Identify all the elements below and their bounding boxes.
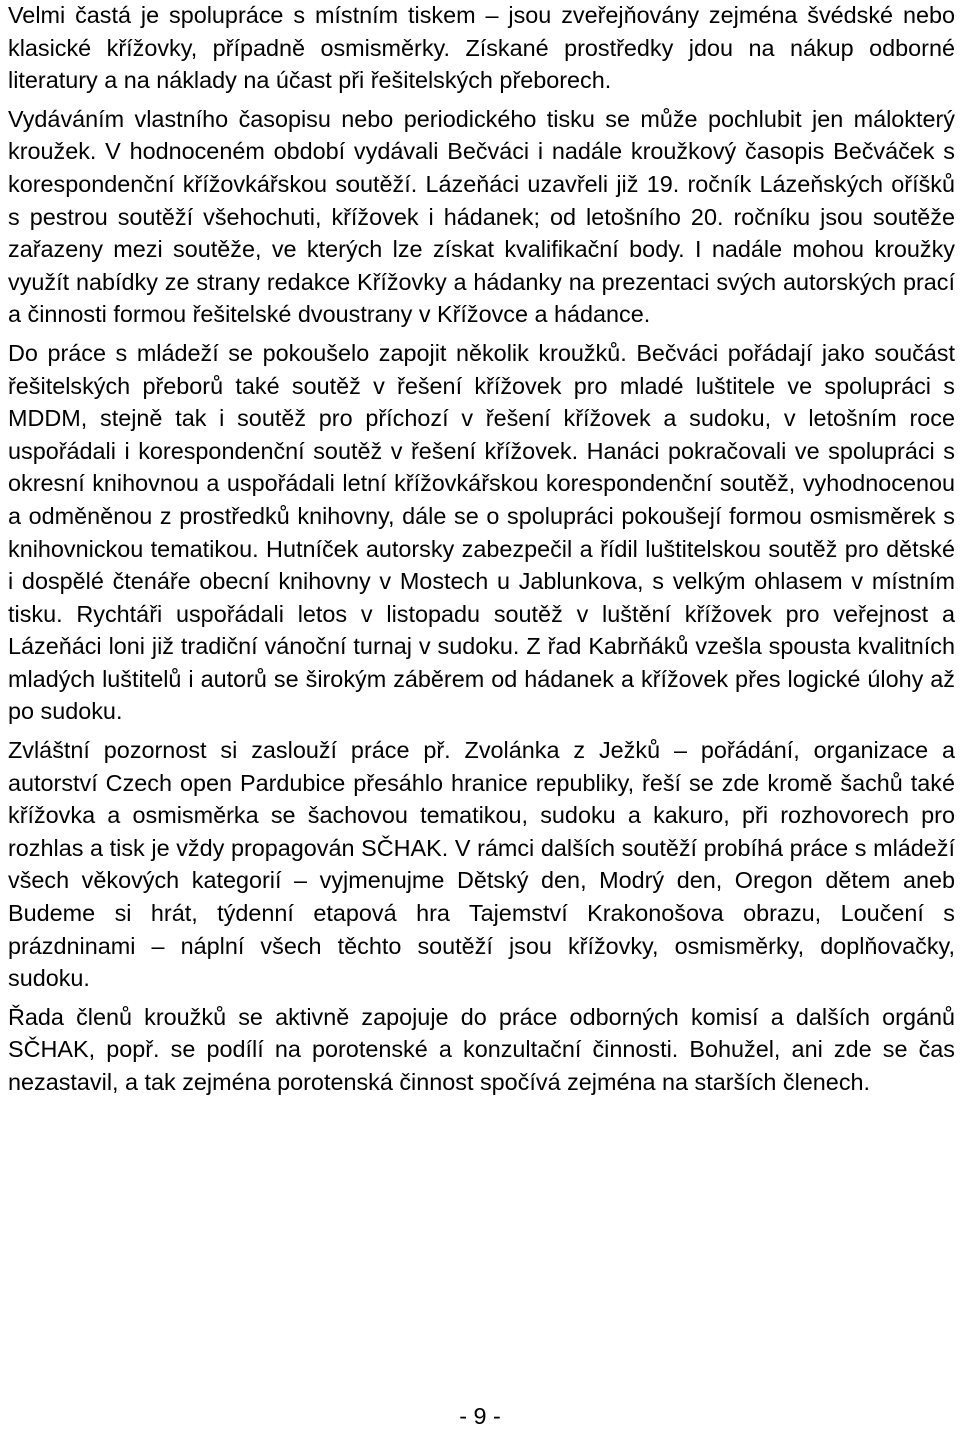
paragraph-local-press: Velmi častá je spolupráce s místním tiskem – jsou zveřejňovány zejména švédské nebo klasické křížovky, případně osmisměrky. Získané prostředky jdou na nákup odborné literatury a na náklady na účast při řešitelských přeborech. [8, 2, 955, 94]
paragraph-club-magazines: Vydáváním vlastního časopisu nebo periodického tisku se může pochlubit jen málokterý kroužek. V hodnoceném období vydávali Bečváci i nadále kroužkový časopis Bečváček s korespondenční křížovkářskou soutěží. Lázeňáci uzavřeli již 19. ročník Lázeňských oříšků s pestrou soutěží všehochuti, křížovek i hádanek; od letošního 20. ročníku jsou soutěže zařazeny mezi soutěže, ve kterých lze získat kvalifikační body. I nadále mohou kroužky využít nabídky ze strany redakce Křížovky a hádanky na prezentaci svých autorských prací a činnosti formou řešitelské dvoustrany v Křížovce a hádance. [8, 105, 955, 328]
paragraph-commissions: Řada členů kroužků se aktivně zapojuje do práce odborných komisí a dalších orgánů SČHAK, popř. se podílí na porotenské a konzultační činnosti. Bohužel, ani zde se čas nezastavil, a tak zejména porotenská činnost spočívá zejména na starších členech. [8, 1003, 955, 1095]
paragraph-special-attention: Zvláštní pozornost si zaslouží práce př. Zvolánka z Ježků – pořádání, organizace a autorství Czech open Pardubice přesáhlo hranice republiky, řeší se zde kromě šachů také křížovka a osmisměrka se šachovou tematikou, sudoku a kakuro, při rozhovorech pro rozhlas a tisk je vždy propagován SČHAK. V rámci dalších soutěží probíhá práce s mládeží všech věkových kategorií – vyjmenujme Dětský den, Modrý den, Oregon dětem aneb Budeme si hrát, týdenní etapová hra Tajemství Krakonošova obrazu, Loučení s prázdninami – náplní všech těchto soutěží jsou křížovky, osmisměrky, doplňovačky, sudoku. [8, 737, 955, 992]
page-number: - 9 - [459, 1403, 501, 1429]
paragraph-youth-work: Do práce s mládeží se pokoušelo zapojit několik kroužků. Bečváci pořádají jako součást řešitelských přeborů také soutěž v řešení křížovek pro mladé luštitele ve spolupráci s MDDM, stejně tak i soutěž pro příchozí v řešení křížovek a sudoku, v letošním roce uspořádali i korespondenční soutěž v řešení křížovek. Hanáci pokračovali ve spolupráci s okresní knihovnou a uspořádali letní křížovkářskou korespondenční soutěž, vyhodnocenou a odměněnou z prostředků knihovny, dále se o spolupráci pokoušejí formou osmisměrek s knihovnickou tematikou. Hutníček autorsky zabezpečil a řídil luštitelskou soutěž pro dětské i dospělé čtenáře obecní knihovny v Mostech u Jablunkova, s velkým ohlasem v místním tisku. Rychtáři uspořádali letos v listopadu soutěž v luštění křížovek pro veřejnost a Lázeňáci loni již tradiční vánoční turnaj v sudoku. Z řad Kabrňáků vzešla spousta kvalitních mladých luštitelů i autorů se širokým záběrem od hádanek a křížovek přes logické úlohy až po sudoku. [8, 339, 955, 725]
